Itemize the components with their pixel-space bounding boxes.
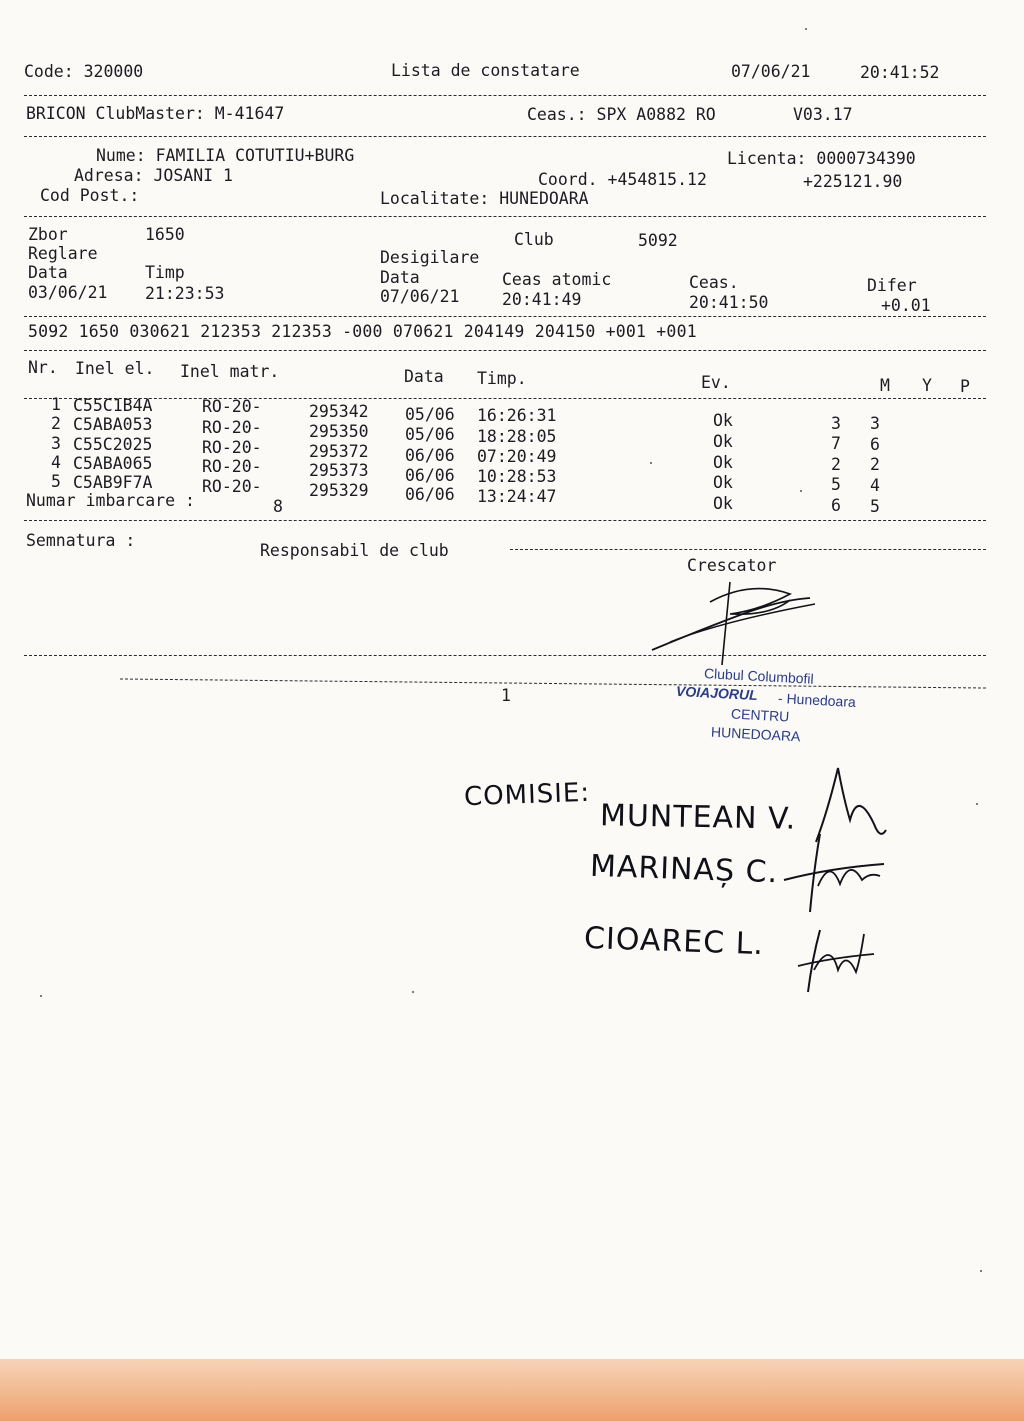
col-m: M xyxy=(880,376,890,395)
commission-member-2: MARINAȘ C. xyxy=(589,848,779,891)
col-inel-matr: Inel matr. xyxy=(180,362,280,381)
ceas-time: 20:41:50 xyxy=(689,293,769,312)
responsible-label: Responsabil de club xyxy=(260,541,449,560)
row-m: 2 xyxy=(831,455,841,474)
header-time: 20:41:52 xyxy=(860,63,940,82)
row-date: 06/06 xyxy=(405,485,455,504)
paper-speck xyxy=(800,490,802,492)
row-m: 3 xyxy=(831,414,841,433)
divider xyxy=(24,655,986,656)
row-ev: Ok xyxy=(713,453,733,472)
commission-member-1: MUNTEAN V. xyxy=(599,798,797,837)
col-timp: Timp. xyxy=(477,369,527,388)
row-nr: 3 xyxy=(51,434,61,453)
reg-time-label: Timp xyxy=(145,263,185,282)
stamp-line1: Clubul Columbofil xyxy=(703,665,815,687)
commission-label: COMISIE: xyxy=(463,777,591,813)
paper-speck xyxy=(805,28,807,30)
divider xyxy=(24,316,986,317)
row-prefix: RO-20- xyxy=(202,418,262,437)
atomic-label: Ceas atomic xyxy=(502,270,612,289)
reg-data-label: Data xyxy=(28,263,68,282)
divider xyxy=(24,350,986,351)
row-m: 6 xyxy=(831,496,841,515)
signature-label: Semnatura : xyxy=(26,531,136,550)
row-y: 3 xyxy=(870,414,880,433)
row-ev: Ok xyxy=(713,494,733,513)
signature-2 xyxy=(780,828,890,918)
col-inel-el: Inel el. xyxy=(75,359,155,378)
row-chip: C55C2025 xyxy=(73,435,153,454)
row-nr: 2 xyxy=(51,414,61,433)
document-title: Lista de constatare xyxy=(391,61,580,80)
reg-date: 03/06/21 xyxy=(28,283,108,302)
row-ring: 295372 xyxy=(309,442,369,461)
des-data-label: Data xyxy=(380,268,420,287)
version-text: V03.17 xyxy=(793,105,853,124)
stamp-line4: HUNEDOARA xyxy=(710,723,801,745)
row-date: 05/06 xyxy=(405,405,455,424)
divider xyxy=(510,549,986,550)
row-y: 2 xyxy=(870,455,880,474)
owner-name: Nume: FAMILIA COTUTIU+BURG xyxy=(96,146,355,165)
row-ring: 295350 xyxy=(309,422,369,441)
row-chip: C5AB9F7A xyxy=(73,473,153,492)
paper-speck xyxy=(980,1270,982,1272)
embark-value: 8 xyxy=(273,497,283,516)
owner-address: Adresa: JOSANI 1 xyxy=(74,166,233,185)
code-line: 5092 1650 030621 212353 212353 -000 070621 204149 204150 +001 +001 xyxy=(28,322,697,341)
row-nr: 5 xyxy=(51,472,61,491)
desigilare-label: Desigilare xyxy=(380,248,480,267)
row-ev: Ok xyxy=(713,432,733,451)
code-text: Code: 320000 xyxy=(24,62,144,81)
row-nr: 1 xyxy=(51,395,61,414)
coord-text: Coord. +454815.12 xyxy=(538,170,707,189)
row-ev: Ok xyxy=(713,411,733,430)
reglare-label: Reglare xyxy=(28,244,98,263)
row-ev: Ok xyxy=(713,473,733,492)
row-date: 05/06 xyxy=(405,425,455,444)
stamp-line2b: - Hunedoara xyxy=(777,689,857,711)
row-date: 06/06 xyxy=(405,446,455,465)
club-label: Club xyxy=(514,230,554,249)
divider xyxy=(24,520,986,521)
atomic-time: 20:41:49 xyxy=(502,290,582,309)
row-time: 18:28:05 xyxy=(477,427,557,446)
paper-speck xyxy=(976,803,978,805)
divider xyxy=(24,136,986,137)
page-number: 1 xyxy=(501,686,511,705)
club-value: 5092 xyxy=(638,231,678,250)
commission-member-3: CIOAREC L. xyxy=(583,920,765,963)
row-ring: 295342 xyxy=(309,402,369,421)
col-p: P xyxy=(960,377,970,396)
row-y: 5 xyxy=(870,497,880,516)
row-m: 7 xyxy=(831,434,841,453)
paper-speck xyxy=(650,462,652,464)
row-prefix: RO-20- xyxy=(202,397,262,416)
row-date: 06/06 xyxy=(405,466,455,485)
embark-label: Numar imbarcare : xyxy=(26,491,195,510)
zbor-label: Zbor xyxy=(28,225,68,244)
row-nr: 4 xyxy=(51,453,61,472)
postcode-label: Cod Post.: xyxy=(40,186,140,205)
row-y: 6 xyxy=(870,435,880,454)
clock-text: Ceas.: SPX A0882 RO xyxy=(527,105,716,124)
paper-speck xyxy=(40,995,42,997)
paper-speck xyxy=(412,991,414,993)
signature-3 xyxy=(790,920,880,1000)
row-chip: C55C1B4A xyxy=(73,396,153,415)
divider xyxy=(24,95,986,96)
col-nr: Nr. xyxy=(28,358,58,377)
locality-text: Localitate: HUNEDOARA xyxy=(380,189,589,208)
row-time: 16:26:31 xyxy=(477,406,557,425)
row-prefix: RO-20- xyxy=(202,438,262,457)
row-y: 4 xyxy=(870,476,880,495)
row-ring: 295373 xyxy=(309,461,369,480)
row-chip: C5ABA065 xyxy=(73,454,153,473)
breeder-label: Crescator xyxy=(687,556,777,575)
row-time: 13:24:47 xyxy=(477,487,557,506)
divider xyxy=(120,678,986,688)
licence-text: Licenta: 0000734390 xyxy=(727,149,916,168)
device-text: BRICON ClubMaster: M-41647 xyxy=(26,104,285,123)
row-time: 10:28:53 xyxy=(477,467,557,486)
col-y: Y xyxy=(922,376,932,395)
row-prefix: RO-20- xyxy=(202,457,262,476)
row-chip: C5ABA053 xyxy=(73,415,153,434)
divider xyxy=(24,398,986,399)
row-ring: 295329 xyxy=(309,481,369,500)
des-date: 07/06/21 xyxy=(380,287,460,306)
background-surface xyxy=(0,1359,1024,1421)
row-prefix: RO-20- xyxy=(202,477,262,496)
col-ev: Ev. xyxy=(701,373,731,392)
row-m: 5 xyxy=(831,475,841,494)
coord-second: +225121.90 xyxy=(803,172,903,191)
col-data: Data xyxy=(404,367,444,386)
zbor-value: 1650 xyxy=(145,225,185,244)
stamp-line2: VOIAJORUL xyxy=(675,682,759,704)
reg-time: 21:23:53 xyxy=(145,284,225,303)
header-date: 07/06/21 xyxy=(731,62,811,81)
difer-label: Difer xyxy=(867,276,917,295)
ceas-label: Ceas. xyxy=(689,273,739,292)
row-time: 07:20:49 xyxy=(477,447,557,466)
difer-value: +0.01 xyxy=(881,296,931,315)
stamp-line3: CENTRU xyxy=(730,705,790,725)
divider xyxy=(24,216,986,217)
